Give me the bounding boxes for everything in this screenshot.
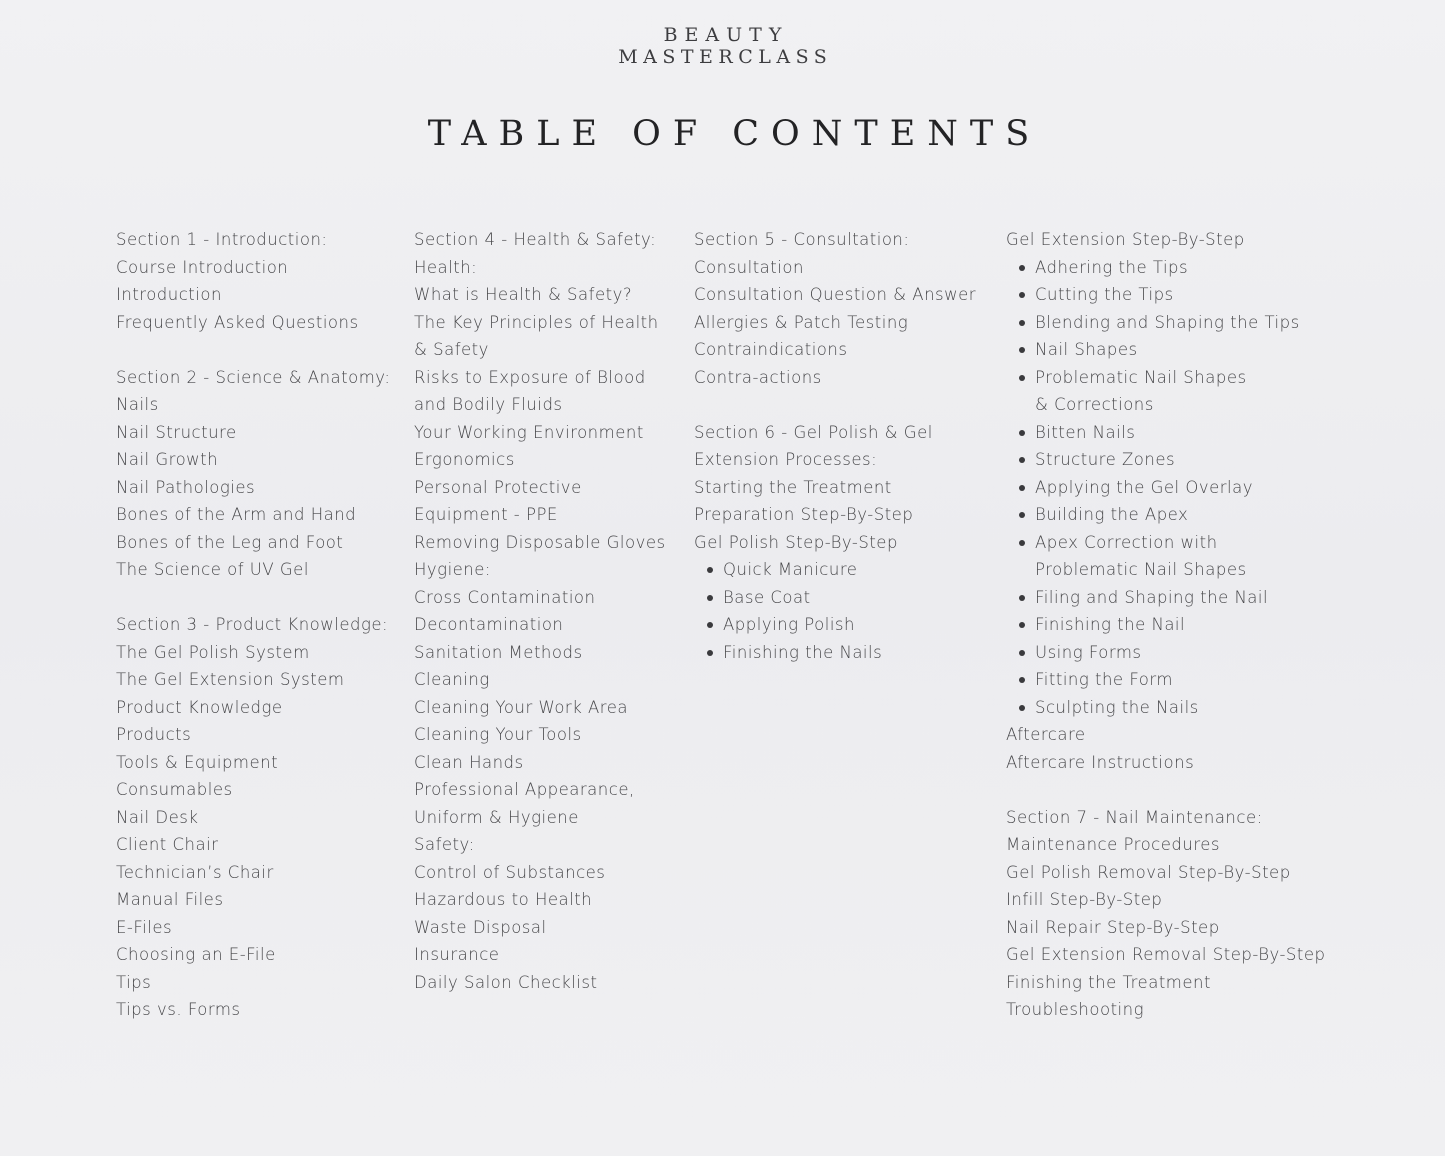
toc-column-1 bbox=[116, 226, 396, 1024]
bullet-item: Applying Polish bbox=[694, 611, 984, 639]
bullet-item: Fitting the Form bbox=[1006, 666, 1336, 694]
toc-item: Bones of the Arm and Hand bbox=[116, 505, 357, 524]
toc-item: Product Knowledge bbox=[116, 697, 283, 717]
toc-item: Manual Files bbox=[116, 890, 224, 909]
toc-item: Nail Repair Step-By-Step bbox=[1006, 917, 1220, 937]
toc-item: Consultation Question & Answer bbox=[694, 285, 977, 304]
toc-item: Finishing the Treatment bbox=[1006, 972, 1211, 992]
toc-item: Daily Salon Checklist bbox=[414, 972, 598, 992]
subheading-aftercare: Aftercare bbox=[1006, 725, 1086, 744]
toc-item: Gel Extension Removal Step-By-Step bbox=[1006, 945, 1326, 964]
toc-item: Client Chair bbox=[116, 835, 219, 854]
toc-item: What is Health & Safety? bbox=[414, 285, 633, 304]
toc-item: Nails bbox=[116, 395, 159, 414]
bullet-item: Using Forms bbox=[1006, 639, 1336, 667]
toc-item: Troubleshooting bbox=[1006, 1000, 1144, 1019]
toc-item: Ergonomics bbox=[414, 450, 515, 469]
toc-item: Infill Step-By-Step bbox=[1006, 890, 1163, 909]
toc-item: Maintenance Procedures bbox=[1006, 835, 1221, 854]
toc-item: Gel Polish Removal Step-By-Step bbox=[1006, 862, 1291, 882]
bullet-item: Finishing the Nails bbox=[694, 639, 984, 667]
brand-line-2: MASTERCLASS bbox=[618, 46, 833, 68]
bullet-item: Building the Apex bbox=[1006, 501, 1336, 529]
bullet-item: Applying the Gel Overlay bbox=[1006, 474, 1336, 502]
bullet-item: Cutting the Tips bbox=[1006, 281, 1336, 309]
toc-item: Products bbox=[116, 725, 192, 744]
section-heading-2: Section 2 - Science & Anatomy: bbox=[116, 367, 391, 387]
toc-item: Nail Desk bbox=[116, 807, 199, 827]
toc-item: Insurance bbox=[414, 945, 500, 964]
section-heading-6: Section 6 - Gel Polish & Gel Extension Processes: bbox=[694, 422, 933, 469]
toc-item: Nail Structure bbox=[116, 422, 237, 442]
section-heading-3: Section 3 - Product Knowledge: bbox=[116, 615, 389, 634]
section-heading-1: Section 1 - Introduction: bbox=[116, 230, 328, 249]
bullet-item: Quick Manicure bbox=[694, 556, 984, 584]
toc-item: Cleaning Your Work Area bbox=[414, 697, 628, 717]
toc-item: Removing Disposable Gloves bbox=[414, 532, 666, 552]
toc-item: Choosing an E-File bbox=[116, 945, 276, 964]
toc-item: Tools & Equipment bbox=[116, 752, 279, 772]
bullet-item: Sculpting the Nails bbox=[1006, 694, 1336, 722]
toc-item: Consultation bbox=[694, 257, 804, 277]
toc-column-2 bbox=[414, 226, 676, 996]
bullet-item: Adhering the Tips bbox=[1006, 254, 1336, 282]
toc-item: Cleaning Your Tools bbox=[414, 725, 582, 744]
toc-item: Bones of the Leg and Foot bbox=[116, 532, 344, 552]
bullet-item: Nail Shapes bbox=[1006, 336, 1336, 364]
toc-item: Risks to Exposure of Blood and Bodily Fluids bbox=[414, 367, 646, 414]
toc-item: E-Files bbox=[116, 917, 173, 937]
toc-item: Allergies & Patch Testing bbox=[694, 312, 909, 332]
toc-item: Contraindications bbox=[694, 340, 848, 359]
toc-column-3 bbox=[694, 226, 984, 666]
toc-item: Waste Disposal bbox=[414, 917, 547, 937]
section-heading-5: Section 5 - Consultation: bbox=[694, 230, 910, 249]
toc-item: Course Introduction bbox=[116, 257, 289, 277]
toc-item: Personal Protective Equipment - PPE bbox=[414, 477, 582, 524]
toc-item: Tips bbox=[116, 972, 152, 992]
toc-item: Tips vs. Forms bbox=[116, 1000, 241, 1019]
toc-column-4 bbox=[1006, 226, 1336, 1024]
bullet-item: Structure Zones bbox=[1006, 446, 1336, 474]
section-heading-7: Section 7 - Nail Maintenance: bbox=[1006, 807, 1263, 827]
toc-item: Contra-actions bbox=[694, 367, 822, 387]
toc-item: Clean Hands bbox=[414, 752, 524, 772]
brand-logo bbox=[0, 24, 1445, 68]
toc-item: Nail Pathologies bbox=[116, 477, 256, 497]
toc-item: Technician’s Chair bbox=[116, 862, 274, 882]
brand-line-1: BEAUTY bbox=[663, 24, 789, 46]
toc-item: The Science of UV Gel bbox=[116, 560, 309, 579]
toc-item: Your Working Environment bbox=[414, 422, 644, 442]
toc-item: Consumables bbox=[116, 780, 233, 799]
toc-item: Hazardous to Health bbox=[414, 890, 593, 909]
toc-item: Nail Growth bbox=[116, 450, 219, 469]
toc-item: Preparation Step-By-Step bbox=[694, 505, 914, 524]
toc-item: Professional Appearance, Uniform & Hygiene bbox=[414, 780, 635, 827]
toc-item: Cleaning bbox=[414, 670, 490, 689]
toc-item: The Gel Extension System bbox=[116, 670, 345, 689]
subheading-health: Health: bbox=[414, 257, 478, 277]
page-title: TABLE OF CONTENTS bbox=[427, 114, 1042, 154]
bullet-item: Blending and Shaping the Tips bbox=[1006, 309, 1336, 337]
toc-item: Cross Contamination bbox=[414, 587, 596, 607]
toc-item: Decontamination bbox=[414, 615, 564, 634]
subheading-hygiene: Hygiene: bbox=[414, 560, 491, 579]
bullet-item: Filing and Shaping the Nail bbox=[1006, 584, 1336, 612]
bullet-item: Finishing the Nail bbox=[1006, 611, 1336, 639]
toc-item: The Gel Polish System bbox=[116, 642, 310, 662]
bullet-item: Bitten Nails bbox=[1006, 419, 1336, 447]
toc-item: Frequently Asked Questions bbox=[116, 312, 359, 332]
toc-item: Aftercare Instructions bbox=[1006, 752, 1195, 772]
toc-item: Gel Polish Step-By-Step bbox=[694, 532, 898, 552]
section-heading-4: Section 4 - Health & Safety: bbox=[414, 230, 657, 249]
subheading-safety: Safety: bbox=[414, 835, 475, 854]
toc-item: The Key Principles of Health & Safety bbox=[414, 312, 659, 359]
toc-item: Control of Substances bbox=[414, 862, 606, 882]
toc-item: Introduction bbox=[116, 285, 222, 304]
toc-item: Starting the Treatment bbox=[694, 477, 892, 497]
bullet-item: Base Coat bbox=[694, 584, 984, 612]
bullet-item: Problematic Nail Shapes & Corrections bbox=[1006, 364, 1255, 419]
bullet-item: Apex Correction with Problematic Nail Shapes bbox=[1006, 529, 1315, 584]
toc-item: Sanitation Methods bbox=[414, 642, 583, 662]
subheading-gel-extension: Gel Extension Step-By-Step bbox=[1006, 230, 1245, 249]
